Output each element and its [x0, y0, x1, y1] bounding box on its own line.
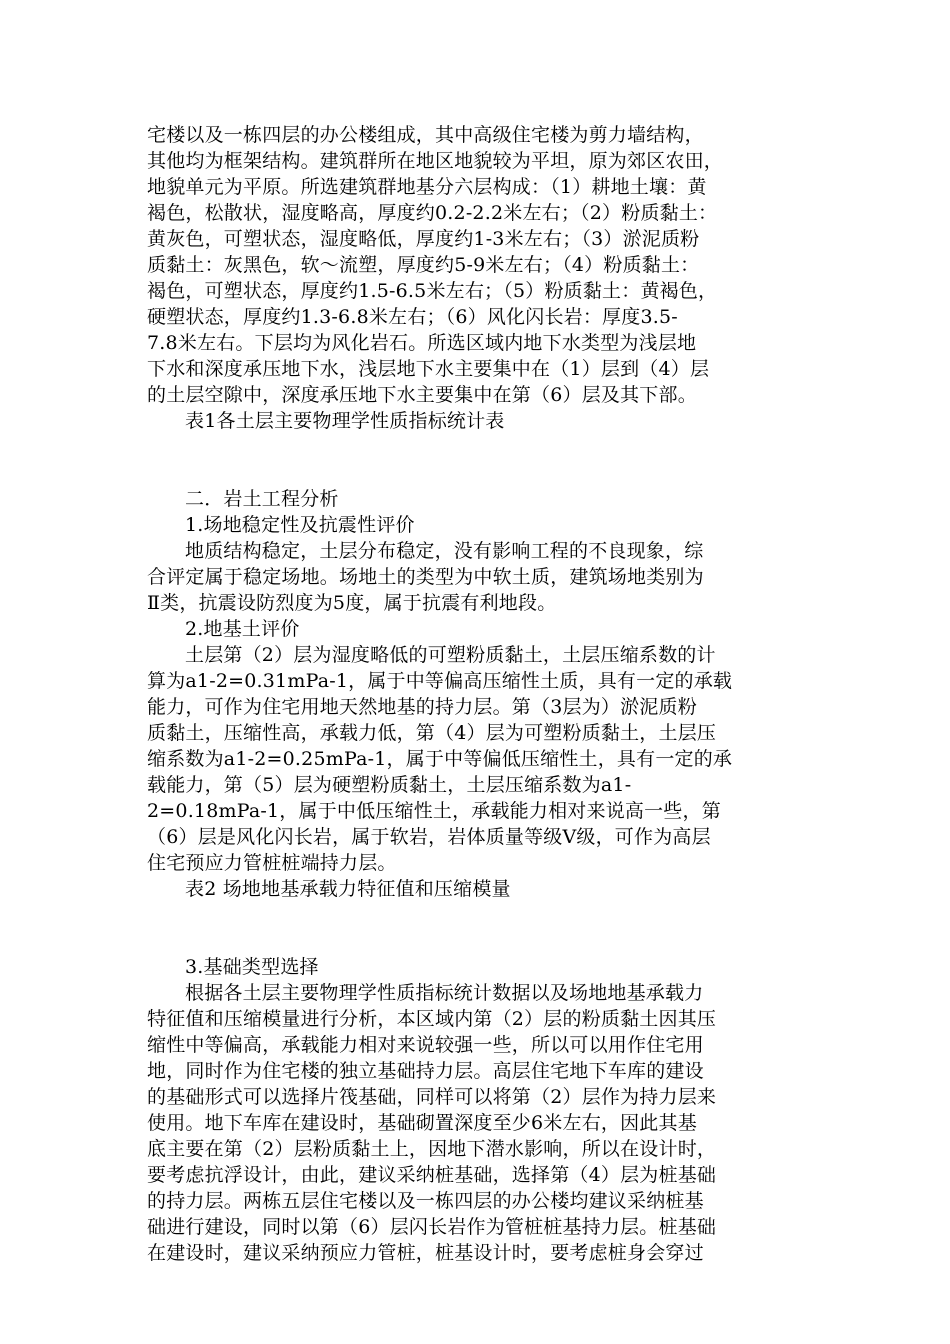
- text-line: 根据各土层主要物理学性质指标统计数据以及场地地基承载力: [185, 982, 704, 1004]
- text-line: 地质结构稳定，土层分布稳定，没有影响工程的不良现象，综: [185, 540, 704, 562]
- table-placeholder-1: [147, 434, 813, 486]
- text-line: 缩系数为a1-2=0.25mPa-1，属于中等偏低压缩性土，具有一定的承: [147, 748, 733, 770]
- text-line: 载能力，第（5）层为硬塑粉质黏土，土层压缩系数为a1-: [147, 774, 632, 796]
- text-line: 质黏土：灰黑色，软～流塑，厚度约5-9米左右；（4）粉质黏土：: [147, 254, 700, 276]
- text-line: 算为a1-2=0.31mPa-1，属于中等偏高压缩性土质，具有一定的承载: [147, 670, 733, 692]
- table-caption-1: 表1各土层主要物理学性质指标统计表: [185, 410, 505, 432]
- text-line: 宅楼以及一栋四层的办公楼组成，其中高级住宅楼为剪力墙结构，: [147, 124, 704, 146]
- table-placeholder-2: [147, 902, 813, 954]
- table-caption-2: 表2 场地地基承载力特征值和压缩模量: [185, 878, 511, 900]
- text-line: 7.8米左右。下层均为风化岩石。所选区域内地下水类型为浅层地: [147, 332, 697, 354]
- paragraph-stability: [147, 538, 813, 616]
- document-page: [147, 122, 813, 1266]
- text-line: 地，同时作为住宅楼的独立基础持力层。高层住宅地下车库的建设: [147, 1060, 704, 1082]
- text-line: 地貌单元为平原。所选建筑群地基分六层构成：（1）耕地土壤：黄: [147, 176, 707, 198]
- text-line: 土层第（2）层为湿度略低的可塑粉质黏土，土层压缩系数的计: [185, 644, 716, 666]
- text-line: 底主要在第（2）层粉质黏土上，因地下潜水影响，所以在设计时，: [147, 1138, 717, 1160]
- paragraph-foundation-type: [147, 980, 813, 1266]
- text-line: 的基础形式可以选择片筏基础，同样可以将第（2）层作为持力层来: [147, 1086, 717, 1108]
- text-line: 能力，可作为住宅用地天然地基的持力层。第（3层为）淤泥质粉: [147, 696, 697, 718]
- text-line: 黄灰色，可塑状态，湿度略低，厚度约1-3米左右；（3）淤泥质粉: [147, 228, 700, 250]
- text-line: 质黏土，压缩性高，承载力低，第（4）层为可塑粉质黏土，土层压: [147, 722, 717, 744]
- text-line: 特征值和压缩模量进行分析，本区域内第（2）层的粉质黏土因其压: [147, 1008, 717, 1030]
- subsection-heading-3: 3.基础类型选择: [185, 956, 319, 978]
- text-line: 使用。地下车库在建设时，基础砌置深度至少6米左右，因此其基: [147, 1112, 697, 1134]
- text-line: Ⅱ类，抗震设防烈度为5度，属于抗震有利地段。: [147, 592, 557, 614]
- text-line: （6）层是风化闪长岩，属于软岩，岩体质量等级Ⅴ级，可作为高层: [147, 826, 711, 848]
- text-line: 住宅预应力管桩桩端持力层。: [147, 852, 397, 874]
- text-line: 褐色，松散状，湿度略高，厚度约0.2-2.2米左右；（2）粉质黏土：: [147, 202, 718, 224]
- section-heading: 二．岩土工程分析: [185, 488, 339, 510]
- text-line: 的持力层。两栋五层住宅楼以及一栋四层的办公楼均建议采纳桩基: [147, 1190, 704, 1212]
- subsection-heading-1: 1.场地稳定性及抗震性评价: [185, 514, 415, 536]
- text-line: 其他均为框架结构。建筑群所在地区地貌较为平坦，原为郊区农田，: [147, 150, 724, 172]
- text-line: 褐色，可塑状态，厚度约1.5-6.5米左右；（5）粉质黏土：黄褐色，: [147, 280, 718, 302]
- text-line: 础进行建设，同时以第（6）层闪长岩作为管桩桩基持力层。桩基础: [147, 1216, 717, 1238]
- subsection-heading-2: 2.地基土评价: [185, 618, 300, 640]
- text-line: 合评定属于稳定场地。场地土的类型为中软土质，建筑场地类别为: [147, 566, 704, 588]
- text-line: 要考虑抗浮设计，由此，建议采纳桩基础，选择第（4）层为桩基础: [147, 1164, 717, 1186]
- text-line: 硬塑状态，厚度约1.3-6.8米左右；（6）风化闪长岩：厚度3.5-: [147, 306, 678, 328]
- text-line: 缩性中等偏高，承载能力相对来说较强一些，所以可以用作住宅用: [147, 1034, 704, 1056]
- text-line: 的土层空隙中，深度承压地下水主要集中在第（6）层及其下部。: [147, 384, 697, 406]
- text-line: 2=0.18mPa-1，属于中低压缩性土，承载能力相对来说高一些，第: [147, 800, 721, 822]
- text-line: 在建设时，建议采纳预应力管桩，桩基设计时，要考虑桩身会穿过: [147, 1242, 704, 1264]
- paragraph-foundation-soil: [147, 642, 813, 876]
- text-line: 下水和深度承压地下水，浅层地下水主要集中在（1）层到（4）层: [147, 358, 710, 380]
- paragraph-site-geology: [147, 122, 813, 408]
